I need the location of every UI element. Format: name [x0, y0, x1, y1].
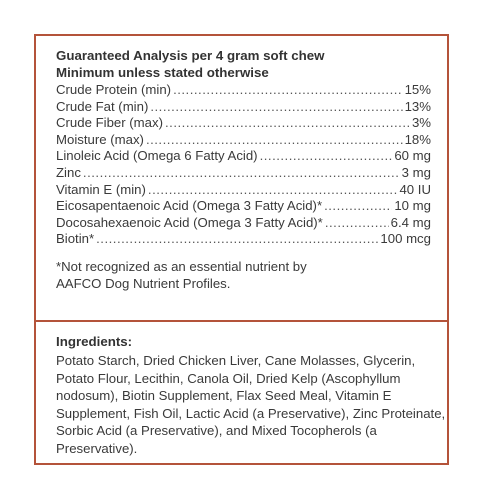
analysis-row — [56, 198, 431, 215]
footnote-line: *Not recognized as an essential nutrient by — [56, 258, 307, 274]
nutrient-value: 40 IU — [399, 181, 431, 197]
nutrient-value: 3% — [411, 115, 431, 131]
leader-dots — [83, 165, 400, 182]
nutrient-name: Crude Protein (min) — [56, 82, 172, 97]
nutrient-value: 60 mg — [394, 148, 431, 164]
nutrient-value: 18% — [404, 131, 431, 147]
leader-dots — [148, 182, 398, 199]
nutrient-name: Zinc — [56, 164, 81, 180]
analysis-row — [56, 115, 431, 132]
guaranteed-analysis-section — [36, 36, 447, 322]
nutrient-value: 13% — [404, 98, 431, 114]
nutrient-name: Moisture (max) — [56, 131, 144, 147]
nutrient-name: Docosahexaenoic Acid (Omega 3 Fatty Acid)* — [56, 214, 323, 230]
nutrition-label — [34, 34, 449, 465]
nutrient-value: 15% — [404, 82, 431, 97]
leader-dots — [146, 132, 403, 149]
nutrient-value: 3 mg — [401, 164, 431, 180]
analysis-row — [56, 99, 431, 116]
analysis-row — [56, 231, 431, 248]
nutrient-name: Linoleic Acid (Omega 6 Fatty Acid) — [56, 148, 258, 164]
analysis-row — [56, 148, 431, 165]
leader-dots — [325, 215, 389, 232]
analysis-row — [56, 182, 431, 199]
analysis-row — [56, 82, 431, 99]
footnote-line: AAFCO Dog Nutrient Profiles. — [56, 275, 231, 291]
analysis-row — [56, 215, 431, 232]
footnote — [56, 258, 356, 292]
nutrient-value: 6.4 mg — [390, 214, 431, 230]
nutrient-value: 10 mg — [394, 198, 431, 214]
nutrient-name: Crude Fat (min) — [56, 98, 149, 114]
leader-dots — [96, 231, 378, 248]
leader-dots — [173, 82, 403, 99]
ingredients-title: Ingredients: — [56, 334, 133, 349]
leader-dots — [260, 148, 393, 165]
analysis-rows — [56, 82, 447, 248]
analysis-row — [56, 132, 431, 149]
nutrient-value: 100 mcg — [380, 231, 431, 247]
leader-dots — [324, 198, 392, 215]
nutrient-name: Biotin* — [56, 231, 95, 247]
analysis-row — [56, 165, 431, 182]
nutrient-name: Eicosapentaenoic Acid (Omega 3 Fatty Acid)* — [56, 198, 323, 214]
nutrient-name: Vitamin E (min) — [56, 181, 146, 197]
ingredients-list: Potato Starch, Dried Chicken Liver, Cane Molasses, Glycerin, Potato Flour, Lecithin, Canola Oil, Dried Kelp (Ascophyllum nodosum), Biotin Supplement, Flax Seed Meal, Vitamin E Supplement, Fish Oil, Lactic Acid (a Preservative), Zinc Proteinate, Sorbic Acid (a Preservative), and Mixed Tocopherols (a Preservative). — [56, 353, 446, 456]
nutrient-name: Crude Fiber (max) — [56, 115, 163, 131]
analysis-subtitle: Minimum unless stated otherwise — [56, 65, 269, 80]
analysis-title: Guaranteed Analysis per 4 gram soft chew — [56, 48, 325, 63]
leader-dots — [165, 115, 410, 132]
ingredients-section — [36, 322, 447, 457]
leader-dots — [150, 99, 402, 116]
